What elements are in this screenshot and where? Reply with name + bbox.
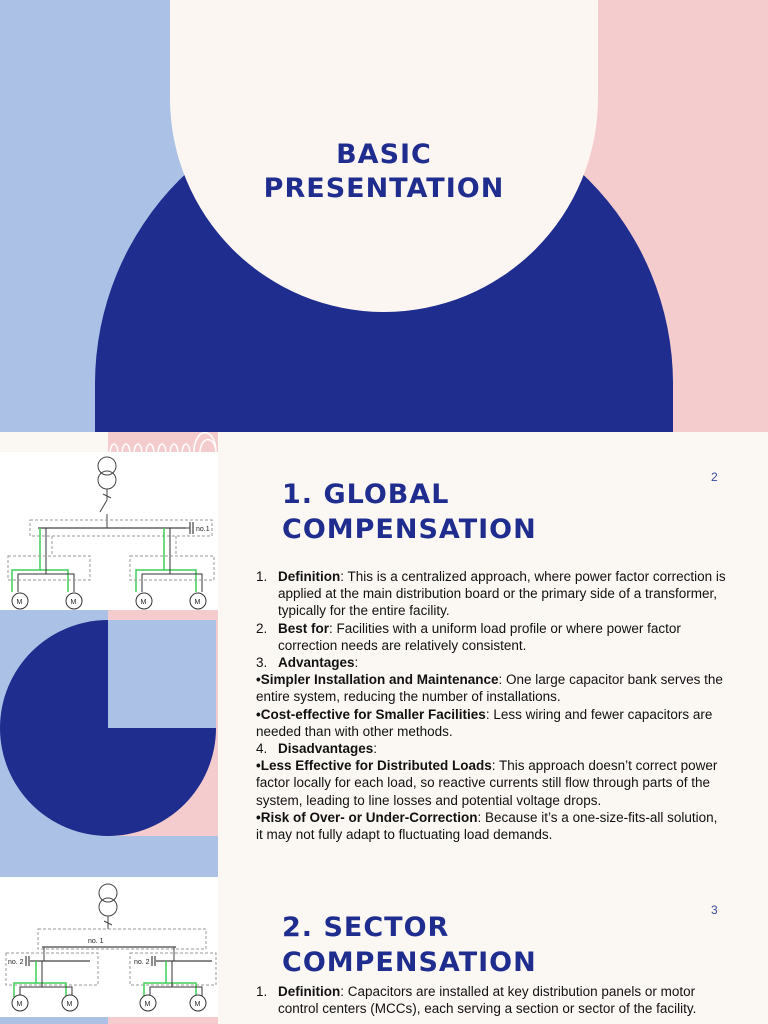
sector-compensation-diagram bbox=[0, 877, 218, 1017]
motor-label: M bbox=[16, 1001, 23, 1008]
bullet-label: •Simpler Installation and Maintenance bbox=[256, 672, 499, 688]
advantage-bullet-1 bbox=[256, 671, 726, 705]
left-visual-panel bbox=[0, 432, 218, 877]
motor-label: M bbox=[140, 599, 147, 606]
section-title-line-2: COMPENSATION bbox=[282, 514, 537, 545]
circuit-diagram bbox=[0, 877, 218, 1017]
item-text: : Facilities with a uniform load profile or where power factor correction needs are relatively consistent. bbox=[278, 620, 681, 653]
list-item-disadvantages bbox=[256, 740, 726, 757]
circuit-diagram bbox=[0, 452, 218, 610]
item-colon: : bbox=[373, 741, 378, 757]
section-title bbox=[282, 477, 537, 547]
bullet-label: •Risk of Over- or Under-Correction bbox=[256, 809, 478, 825]
motor-label: M bbox=[144, 1001, 151, 1008]
advantage-bullet-2 bbox=[256, 706, 726, 740]
item-label: Definition bbox=[278, 984, 341, 999]
section-title bbox=[282, 910, 537, 980]
global-compensation-diagram bbox=[0, 452, 218, 610]
section-title-line-1: 2. SECTOR bbox=[282, 912, 450, 943]
bottom-pink-strip bbox=[108, 1017, 218, 1024]
capacitor-label-main: no. 1 bbox=[88, 938, 104, 945]
motor-label: M bbox=[194, 599, 201, 606]
item-label: Definition bbox=[278, 569, 341, 584]
list-number: 1. bbox=[256, 569, 268, 584]
page-number: 3 bbox=[711, 903, 718, 917]
decorative-shape-area bbox=[0, 610, 218, 877]
list-number: 4. bbox=[256, 741, 268, 757]
presentation-title bbox=[170, 138, 598, 206]
sector-compensation-slide bbox=[0, 877, 768, 1024]
bullet-text: : Because it’s a one-size-fits-all solution, it may not fully adapt to fluctuating load demands. bbox=[256, 809, 718, 843]
list-item-advantages bbox=[256, 654, 726, 671]
bottom-blue-strip bbox=[0, 1017, 108, 1024]
bullet-text: : This approach doesn’t correct power factor locally for each load, so reactive currents still flow through parts of the system, leading to line losses and potential voltage drops. bbox=[256, 758, 718, 808]
capacitor-label-left: no. 2 bbox=[8, 959, 24, 966]
list-number: 1. bbox=[256, 984, 268, 999]
section-title-line-2: COMPENSATION bbox=[282, 947, 537, 978]
capacitor-label-right: no. 2 bbox=[134, 959, 150, 966]
title-line-1: BASIC bbox=[336, 139, 432, 170]
title-line-2: PRESENTATION bbox=[263, 173, 505, 204]
item-text: : This is a centralized approach, where power factor correction is applied at the main distribution board or the primary side of a transformer, typically for the entire facility. bbox=[278, 569, 726, 619]
bullet-text: : One large capacitor bank serves the entire system, reducing the number of installations. bbox=[256, 672, 723, 705]
list-number: 3. bbox=[256, 655, 268, 671]
list-item-definition bbox=[256, 568, 726, 620]
motor-label: M bbox=[16, 599, 23, 606]
slide-body-text bbox=[256, 983, 726, 1017]
bullet-text: : Less wiring and fewer capacitors are needed than with other methods. bbox=[256, 706, 713, 739]
item-label: Best for bbox=[278, 620, 330, 636]
bullet-label: •Less Effective for Distributed Loads bbox=[256, 758, 492, 774]
item-colon: : bbox=[354, 655, 359, 671]
motor-label: M bbox=[194, 1001, 201, 1008]
title-slide bbox=[0, 0, 768, 432]
item-label: Advantages bbox=[278, 655, 355, 671]
quarter-cutout-shape bbox=[108, 620, 216, 728]
bullet-label: •Cost-effective for Smaller Facilities bbox=[256, 706, 486, 722]
motor-label: M bbox=[66, 1001, 73, 1008]
section-title-line-1: 1. GLOBAL bbox=[282, 479, 450, 510]
disadvantage-bullet-1 bbox=[256, 757, 726, 809]
global-compensation-slide bbox=[0, 432, 768, 877]
shape-bottom-blue bbox=[0, 836, 218, 877]
page-number: 2 bbox=[711, 470, 718, 484]
capacitor-label: no.1 bbox=[196, 526, 210, 533]
item-text: : Capacitors are installed at key distribution panels or motor control centers (MCCs), each serving a section or sector of the facility. bbox=[278, 984, 697, 1017]
list-item-best-for bbox=[256, 620, 726, 654]
motor-label: M bbox=[70, 599, 77, 606]
slide-body-text bbox=[256, 568, 726, 843]
disadvantage-bullet-2 bbox=[256, 809, 726, 843]
list-item-definition bbox=[256, 983, 726, 1017]
list-number: 2. bbox=[256, 620, 268, 636]
item-label: Disadvantages bbox=[278, 741, 374, 757]
